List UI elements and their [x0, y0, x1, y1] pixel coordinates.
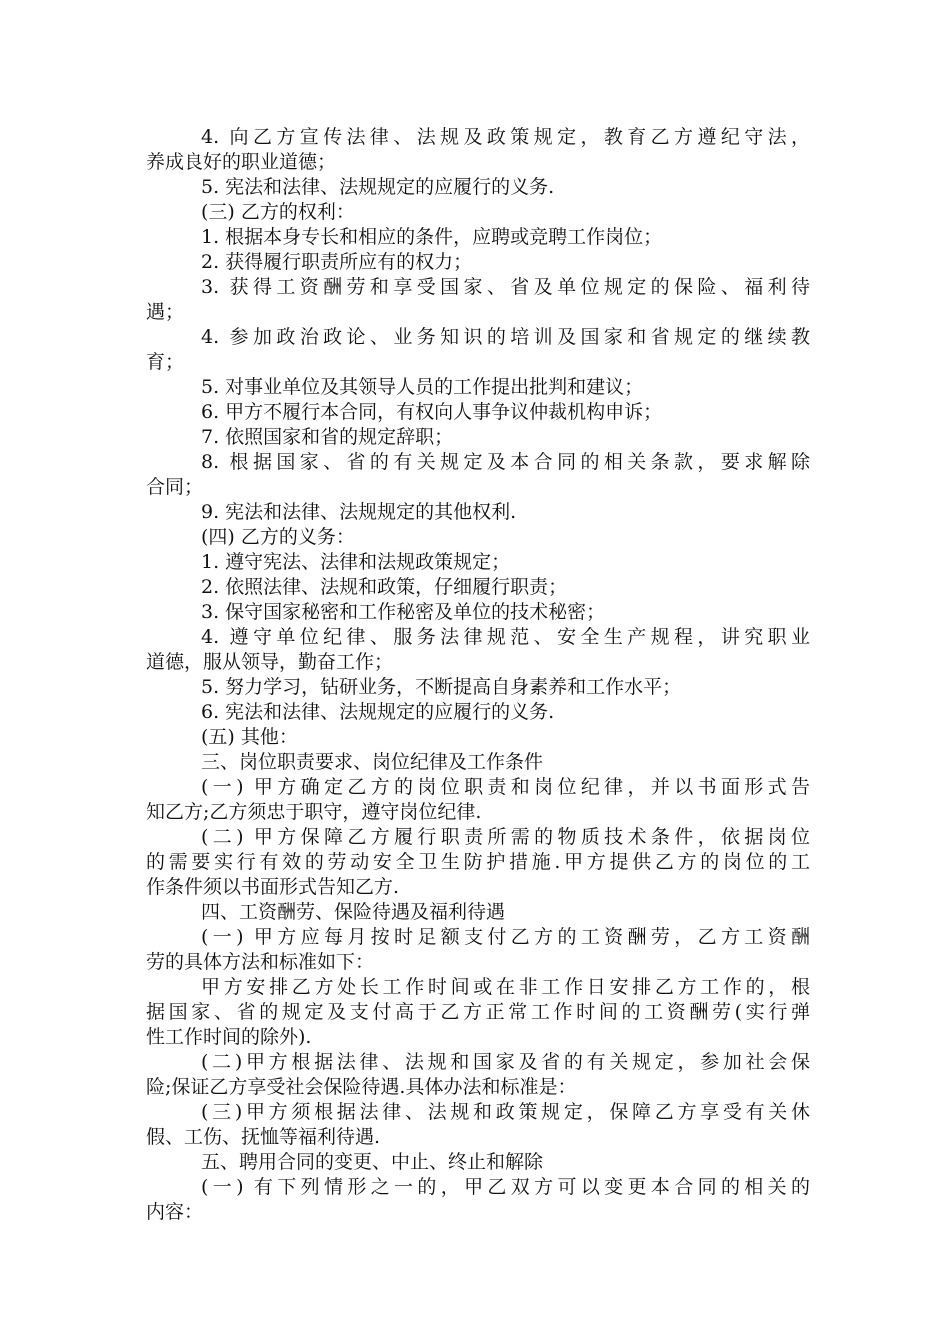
- text-line: 2. 依照法律、法规和政策，仔细履行职责；: [201, 576, 568, 598]
- text-line: 3. 保守国家秘密和工作秘密及单位的技术秘密；: [201, 601, 606, 623]
- text-line: 甲方安排乙方处长工作时间或在非工作日安排乙方工作的，根: [201, 976, 810, 998]
- text-line: 劳的具体方法和标准如下：: [146, 951, 375, 973]
- text-line: (三) 乙方的权利：: [201, 201, 355, 223]
- text-line: (一) 有下列情形之一的，甲乙双方可以变更本合同的相关的: [201, 1176, 810, 1198]
- text-line: (五) 其他：: [201, 726, 298, 748]
- text-line: 9. 宪法和法律、法规规定的其他权利.: [201, 501, 517, 523]
- text-line: 性工作时间的除外).: [146, 1026, 312, 1048]
- text-line: 作条件须以书面形式告知乙方.: [146, 876, 400, 898]
- text-line: (三)甲方须根据法律、法规和政策规定，保障乙方享受有关休: [201, 1101, 810, 1123]
- text-line: (一) 甲方确定乙方的岗位职责和岗位纪律，并以书面形式告: [201, 776, 810, 798]
- text-line: 假、工伤、抚恤等福利待遇.: [146, 1126, 381, 1148]
- text-line: 5. 对事业单位及其领导人员的工作提出批判和建议；: [201, 376, 644, 398]
- text-line: (一) 甲方应每月按时足额支付乙方的工资酬劳，乙方工资酬: [201, 926, 810, 948]
- text-line: 养成良好的职业道德；: [146, 151, 337, 173]
- text-line: 道德，服从领导，勤奋工作；: [146, 651, 394, 673]
- text-line: 险;保证乙方享受社会保险待遇.具体办法和标准是：: [146, 1076, 577, 1098]
- text-line: 遇；: [146, 301, 185, 323]
- text-line: 8. 根据国家、省的有关规定及本合同的相关条款，要求解除: [201, 451, 810, 473]
- text-line: 4. 向乙方宣传法律、法规及政策规定，教育乙方遵纪守法，: [201, 126, 810, 148]
- text-line: 育；: [146, 351, 185, 373]
- document-page: [146, 125, 810, 1225]
- text-line: 据国家、省的规定及支付高于乙方正常工作时间的工资酬劳(实行弹: [146, 1001, 810, 1023]
- text-line: (四) 乙方的义务：: [201, 526, 355, 548]
- text-line: 的需要实行有效的劳动安全卫生防护措施.甲方提供乙方的岗位的工: [146, 851, 810, 873]
- text-line: 知乙方;乙方须忠于职守，遵守岗位纪律.: [146, 801, 482, 823]
- text-line: 2. 获得履行职责所应有的权力；: [201, 251, 473, 273]
- text-line: 7. 依照国家和省的规定辞职；: [201, 426, 454, 448]
- text-line: 6. 甲方不履行本合同，有权向人事争议仲裁机构申诉；: [201, 401, 663, 423]
- text-line: 1. 根据本身专长和相应的条件，应聘或竞聘工作岗位；: [201, 226, 663, 248]
- text-line: 三、岗位职责要求、岗位纪律及工作条件: [201, 751, 544, 773]
- text-line: 内容：: [146, 1201, 204, 1223]
- text-line: 5. 宪法和法律、法规规定的应履行的义务.: [201, 176, 555, 198]
- text-line: 4. 遵守单位纪律、服务法律规范、安全生产规程，讲究职业: [201, 626, 810, 648]
- text-line: 1. 遵守宪法、法律和法规政策规定；: [201, 551, 511, 573]
- text-line: 4. 参加政治政论、业务知识的培训及国家和省规定的继续教: [201, 326, 810, 348]
- text-line: 四、工资酬劳、保险待遇及福利待遇: [201, 901, 506, 923]
- text-line: 5. 努力学习，钻研业务，不断提高自身素养和工作水平；: [201, 676, 682, 698]
- text-line: (二) 甲方保障乙方履行职责所需的物质技术条件，依据岗位: [201, 826, 810, 848]
- text-line: 合同；: [146, 476, 204, 498]
- text-line: (二)甲方根据法律、法规和国家及省的有关规定，参加社会保: [201, 1051, 810, 1073]
- text-line: 五、聘用合同的变更、中止、终止和解除: [201, 1151, 544, 1173]
- text-line: 6. 宪法和法律、法规规定的应履行的义务.: [201, 701, 555, 723]
- text-line: 3. 获得工资酬劳和享受国家、省及单位规定的保险、福利待: [201, 276, 810, 298]
